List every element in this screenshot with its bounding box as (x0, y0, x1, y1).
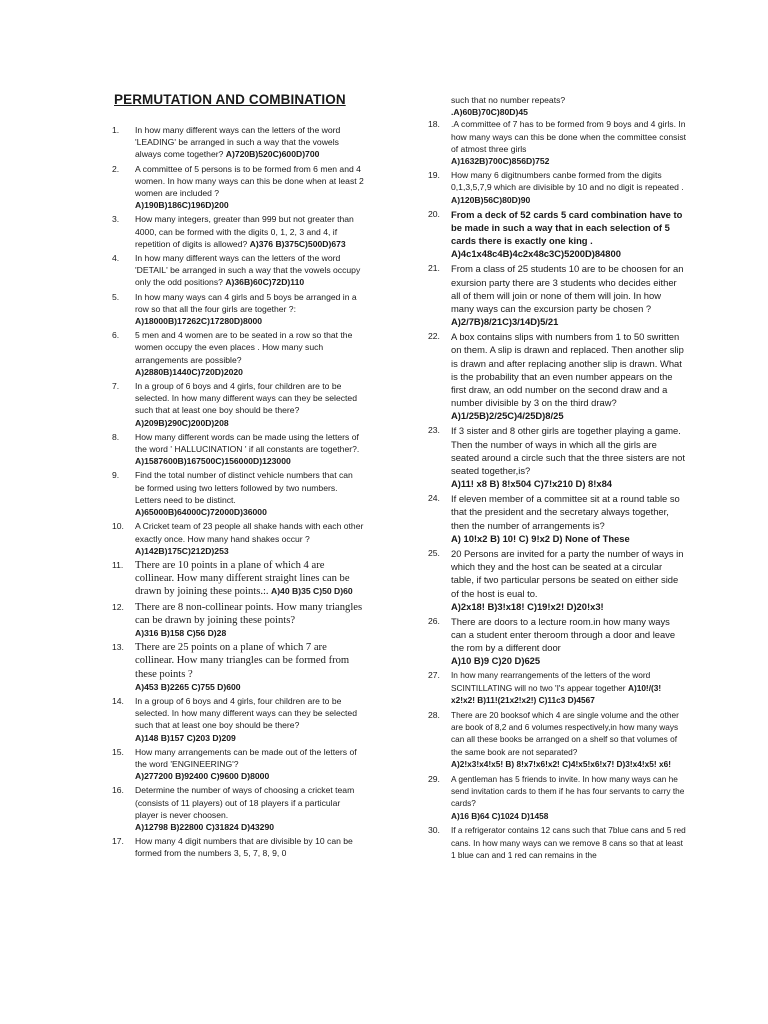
answer-options: A)190B)186C)196D)200 (135, 200, 229, 211)
question-item (428, 773, 686, 823)
question-number: 24. (428, 493, 440, 504)
question-item (112, 695, 364, 744)
question-text: Find the total number of distinct vehicle numbers that can be formed using two letters followed by two numbers. Letters need to be distinct. (135, 470, 353, 505)
question-number: 10. (112, 521, 124, 532)
answer-options: A)316 B)158 C)56 D)28 (135, 627, 227, 638)
question-item (112, 291, 364, 328)
answer-options: A)148 B)157 C)203 D)209 (135, 732, 236, 743)
answer-options: A)65000B)64000C)72000D)36000 (135, 507, 267, 518)
question-item (112, 746, 364, 783)
question-item (112, 213, 364, 250)
question-text: .A committee of 7 has to be formed from 9 boys and 4 girls. In how many ways can this be done when the committee consist of atmost three girls (451, 119, 687, 154)
question-text: How many different words can be made using the letters of the word ' HALLUCINATION ' if all constants are together?. (135, 431, 360, 455)
question-number: 26. (428, 615, 440, 626)
question-number: 17. (112, 836, 124, 847)
question-item (112, 641, 364, 693)
question-item (112, 124, 364, 161)
question-number: 12. (112, 601, 124, 612)
question-text: There are 20 booksof which 4 are single volume and the other are book of 8,2 and 6 volumes respectively,in how many ways can all these books be arranged on a shelf so that volumes of the same book are not separated? (451, 709, 679, 757)
question-number: 3. (112, 214, 120, 225)
answer-options: .A)60B)70C)80D)45 (451, 107, 528, 118)
question-text: A box contains slips with numbers from 1 to 50 swritten on them. A slip is drawn and replaced. Then another slip is drawn and after replacing another slip is drawn. What is the probability that an even number appears on the first draw, an odd number on the second draw and a number divisible by 3 on the third draw? (451, 331, 684, 409)
question-item (112, 252, 364, 289)
question-text: If eleven member of a committee sit at a round table so that the president and the secretary always together, then the number of arrangements is? (451, 493, 680, 531)
question-text: There are 25 points on a plane of which 7 are collinear. How many triangles can be formed from these points ? (135, 642, 350, 680)
question-text: In a group of 6 boys and 4 girls, four children are to be selected. In how many different ways can they be selected such that at least one boy should be there? (135, 695, 357, 731)
answer-options: A)142B)175C)212D)253 (135, 545, 229, 556)
question-number: 25. (428, 547, 440, 558)
question-item (112, 601, 364, 640)
question-number: 14. (112, 695, 124, 706)
question-item (428, 118, 686, 167)
question-number: 15. (112, 746, 124, 757)
question-item (428, 330, 686, 422)
right-column (428, 94, 686, 863)
answer-options: A)720B)520C)600D)700 (225, 149, 320, 160)
question-number: 6. (112, 330, 120, 341)
question-item (428, 615, 686, 668)
question-number: 29. (428, 773, 440, 784)
question-text: In how many different ways can the letters of the word 'DETAIL' be arranged in such a way that the vowels occupy only the odd positions? (135, 253, 361, 288)
page-title: PERMUTATION AND COMBINATION (114, 92, 346, 107)
question-number: 21. (428, 263, 440, 274)
question-item (112, 520, 364, 557)
question-number: 27. (428, 670, 440, 681)
question-text: From a deck of 52 cards 5 card combination have to be made in such a way that in each selection of 5 cards there is exactly one king . (451, 208, 683, 247)
question-number: 20. (428, 208, 440, 219)
question-text: 5 men and 4 women are to be seated in a row so that the women occupy the even places . How many such arrangements are possible? (135, 330, 353, 365)
question-text: Determine the number of ways of choosing a cricket team (consists of 11 players) out of 18 players if a particular player is never choosen. (135, 785, 355, 820)
question-number: 30. (428, 825, 440, 836)
question-text: A committee of 5 persons is to be formed from 6 men and 4 women. In how many ways can this be done when at least 2 women are included ? (135, 163, 364, 199)
question-text: How many 6 digitnumbers canbe formed from the digits 0,1,3,5,7,9 which are divisible by 10 and no digit is repeated . (451, 170, 684, 193)
question-item (428, 208, 686, 261)
answer-options: A)10!/(3! x2!x2! B)11!(21x2!x2!) C)11c3 D)4567 (451, 682, 662, 706)
answer-options: A)2!x3!x4!x5! B) 8!x7!x6!x2! C)4!x5!x6!x7! D)3!x4!x5! x6! (451, 759, 671, 770)
question-number: 16. (112, 785, 124, 796)
answer-options: A)1632B)700C)856D)752 (451, 156, 550, 167)
question-text: How many arrangements can be made out of the letters of the word 'ENGINEERING'? (135, 746, 357, 769)
question-item (112, 559, 364, 599)
question-item (112, 835, 364, 859)
question-number: 8. (112, 431, 120, 442)
answer-options: A)16 B)64 C)1024 D)1458 (451, 810, 549, 821)
question-text: 20 Persons are invited for a party the number of ways in which they and the host can be seated at a circular table, if two particular persons be seated on either side of the host is eual to. (451, 547, 684, 599)
question-number: 22. (428, 331, 440, 342)
question-text: A gentleman has 5 friends to invite. In how many ways can he send invitation cards to them if he has four servants to carry the cards? (451, 773, 685, 809)
question-number: 7. (112, 381, 120, 392)
question-text: From a class of 25 students 10 are to be choosen for an exursion party there are 3 students who decides either all of them will join or none of them will join. In how many ways can the excursion party be chosen ? (451, 263, 684, 315)
question-number: 19. (428, 170, 440, 181)
question-text: In how many different ways can the letters of the word 'LEADING' be arranged in such a way that the vowels always come together? (135, 125, 341, 160)
answer-options: A)277200 B)92400 C)9600 D)8000 (135, 771, 270, 782)
question-item (428, 169, 686, 206)
answer-options: A)1/25B)2/25C)4/25D)8/25 (451, 410, 564, 422)
question-item (112, 469, 364, 518)
answer-options: A)4c1x48c4B)4c2x48c3C)5200D)84800 (451, 248, 621, 260)
question-number: 5. (112, 291, 120, 302)
answer-options: A)2x18! B)3!x18! C)19!x2! D)20!x3! (451, 600, 604, 612)
left-column (112, 124, 364, 862)
answer-options: A)2/7B)8/21C)3/14D)5/21 (451, 316, 559, 328)
answer-options: A)40 B)35 C)50 D)60 (270, 586, 353, 597)
answer-options: A)11! x8 B) 8!x504 C)7!x210 D) 8!x84 (451, 478, 613, 490)
question-text: There are 8 non-collinear points. How many triangles can be drawn by joining these points? (135, 601, 363, 626)
question-number: 13. (112, 642, 124, 653)
question-number: 28. (428, 709, 440, 720)
question-number: 9. (112, 470, 120, 481)
answer-options: A)12798 B)22800 C)31824 D)43290 (135, 821, 275, 832)
question-text: There are 10 points in a plane of which 4 are collinear. How many different straight lines can be drawn by joining these points.:. (135, 559, 350, 598)
question-item (428, 492, 686, 545)
answer-options: A)453 B)2265 C)755 D)600 (135, 681, 241, 692)
question-text: How many 4 digit numbers that are divisible by 10 can be formed from the numbers 3, 5, 7, 8, 9, 0 (135, 836, 353, 859)
question-item (112, 784, 364, 833)
question-text: There are doors to a lecture room.in how many ways can a student enter theroom through a door and leave the rom by a different door (451, 615, 676, 654)
question-number: 4. (112, 253, 120, 264)
question-item (428, 424, 686, 490)
question-item (112, 431, 364, 468)
question-item (428, 547, 686, 613)
answer-options: A)1587600B)167500C)156000D)123000 (135, 456, 291, 467)
question-text: In a group of 6 boys and 4 girls, four children are to be selected. In how many different ways can they be selected such that at least one boy should be there? (135, 381, 357, 416)
question-number: 11. (112, 559, 124, 570)
answer-options: A)18000B)17262C)17280D)8000 (135, 316, 263, 327)
question-item (112, 329, 364, 378)
question-text: In how many ways can 4 girls and 5 boys be arranged in a row so that all the four girls are together ?: (135, 291, 357, 314)
answer-options: A)10 B)9 C)20 D)625 (451, 655, 541, 667)
question-item (112, 163, 364, 212)
question-number: 18. (428, 119, 440, 130)
answer-options: A)376 B)375C)500D)673 (249, 238, 346, 249)
answer-options: A) 10!x2 B) 10! C) 9!x2 D) None of These (451, 532, 630, 544)
question-item (428, 262, 686, 328)
question-item (428, 709, 686, 771)
answer-options: A)209B)290C)200D)208 (135, 417, 229, 428)
question-text: such that no number repeats? (451, 95, 566, 105)
question-text: A Cricket team of 23 people all shake hands with each other exactly once. How many hand shakes occur ? (135, 521, 364, 544)
question-number: 1. (112, 125, 120, 135)
question-number: 23. (428, 425, 440, 436)
question-text: If 3 sister and 8 other girls are together playing a game. Then the number of ways in which all the girls are seated around a circle such that the three sisters are not seated together,is? (451, 425, 685, 477)
question-text: In how many rearrangements of the letters of the word SCINTILLATING will no two 'I's appear together (451, 670, 651, 693)
question-item (428, 669, 686, 706)
question-item (112, 380, 364, 429)
question-text: How many integers, greater than 999 but not greater than 4000, can be formed with the digits 0, 1, 2, 3 and 4, if repetition of digits is allowed? (135, 214, 354, 249)
question-number: 2. (112, 163, 120, 174)
question-text: If a refrigerator contains 12 cans such that 7blue cans and 5 red cans. In how many ways can we remove 8 cans so that at least 1 blue can and 1 red can remains in the (451, 825, 686, 860)
question-continuation (428, 94, 686, 118)
answer-options: A)36B)60C)72D)110 (225, 277, 305, 288)
answer-options: A)120B)56C)80D)90 (451, 194, 531, 205)
question-item (428, 824, 686, 861)
answer-options: A)2880B)1440C)720D)2020 (135, 366, 243, 377)
